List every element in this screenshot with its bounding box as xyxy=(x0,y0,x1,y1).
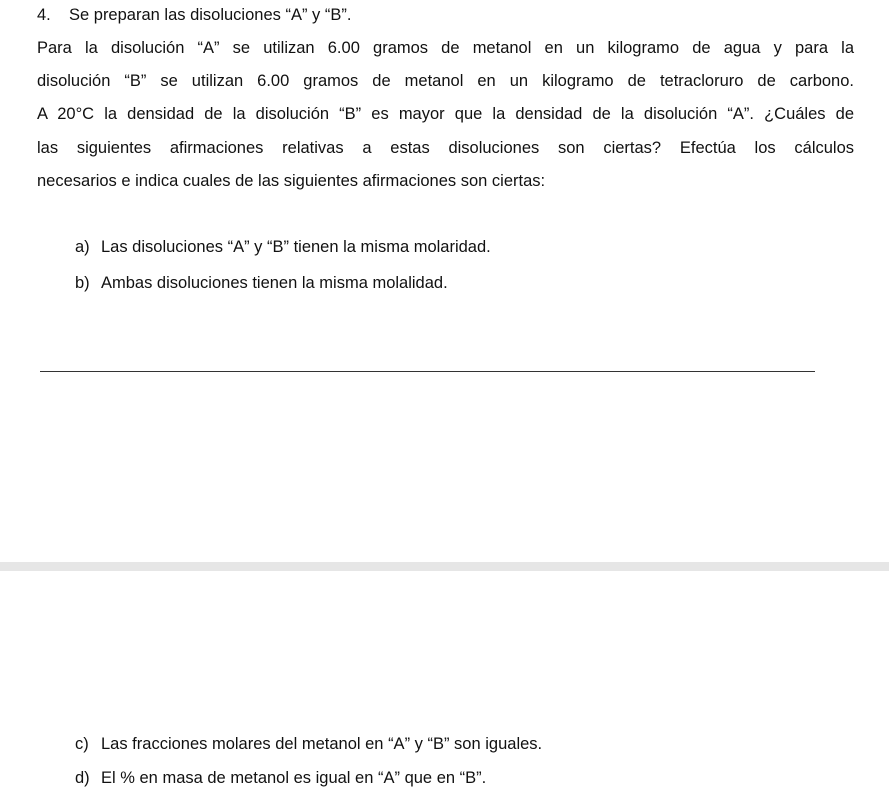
paragraph-line-4: las siguientes afirmaciones relativas a estas disoluciones son ciertas? Efectúa los cálculos xyxy=(37,139,854,157)
horizontal-divider xyxy=(40,371,815,372)
option-a xyxy=(75,237,491,257)
option-c xyxy=(75,734,542,754)
option-text: Ambas disoluciones tienen la misma molalidad. xyxy=(101,274,448,292)
page-separator xyxy=(0,562,889,571)
paragraph-line-1: Para la disolución “A” se utilizan 6.00 gramos de metanol en un kilogramo de agua y para la xyxy=(37,39,854,57)
option-letter: a) xyxy=(75,238,90,256)
option-text: Las disoluciones “A” y “B” tienen la misma molaridad. xyxy=(101,238,491,256)
option-d xyxy=(75,768,486,788)
question-heading xyxy=(37,6,351,25)
option-letter: d) xyxy=(75,769,90,787)
option-text: Las fracciones molares del metanol en “A” y “B” son iguales. xyxy=(101,735,543,753)
option-letter: b) xyxy=(75,274,90,292)
paragraph-line-2: disolución “B” se utilizan 6.00 gramos de metanol en un kilogramo de tetracloruro de carbono. xyxy=(37,72,854,90)
option-text: El % en masa de metanol es igual en “A” que en “B”. xyxy=(101,769,487,787)
paragraph-line-3: A 20°C la densidad de la disolución “B” es mayor que la densidad de la disolución “A”. ¿Cuáles de xyxy=(37,105,854,123)
question-title: Se preparan las disoluciones “A” y “B”. xyxy=(69,6,352,24)
paragraph-line-5: necesarios e indica cuales de las siguientes afirmaciones son ciertas: xyxy=(37,172,546,190)
option-letter: c) xyxy=(75,735,89,753)
option-b xyxy=(75,273,448,293)
question-number: 4. xyxy=(37,6,51,24)
